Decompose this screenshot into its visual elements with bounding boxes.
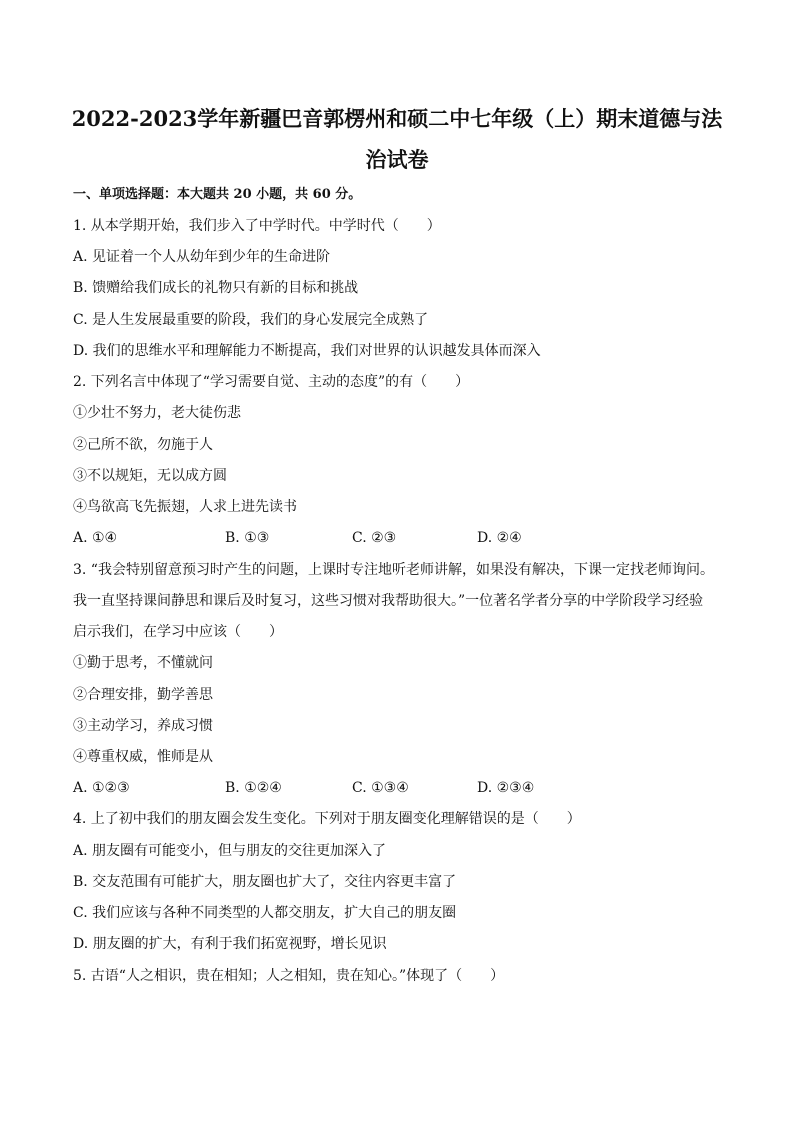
question-3-statement-2: ②合理安排，勤学善思 [73,687,213,703]
question-2-stem: 2. 下列名言中体现了“学习需要自觉、主动的态度”的有（ ） [73,374,470,390]
question-2-statement-1: ①少壮不努力，老大徒伤悲 [73,405,241,421]
question-2-statement-3: ③不以规矩，无以成方圆 [73,468,227,484]
question-1-option-d: D. 我们的思维水平和理解能力不断提高，我们对世界的认识越发具体而深入 [73,343,541,359]
question-4-stem: 4. 上了初中我们的朋友圈会发生变化。下列对于朋友圈变化理解错误的是（ ） [73,811,581,827]
question-3-statement-4: ④尊重权威，惟师是从 [73,749,213,765]
question-3-option-a: A. ①②③ [73,780,130,796]
question-4-option-b: B. 交友范围有可能扩大，朋友圈也扩大了，交往内容更丰富了 [73,874,457,890]
question-3-stem-line-1: 3. “我会特别留意预习时产生的问题，上课时专注地听老师讲解，如果没有解决，下课一定找老师询问。 [73,562,714,578]
question-3-option-b: B. ①②④ [225,780,282,796]
question-1-option-c: C. 是人生发展最重要的阶段，我们的身心发展完全成熟了 [73,312,429,328]
question-2-option-a: A. ①④ [73,530,118,546]
question-4-option-c: C. 我们应该与各种不同类型的人都交朋友，扩大自己的朋友圈 [73,905,457,921]
question-1-option-b: B. 馈赠给我们成长的礼物只有新的目标和挑战 [73,280,359,296]
question-2-option-c: C. ②③ [352,530,397,546]
question-3-stem-line-3: 启示我们，在学习中应该（ ） [73,624,283,640]
question-5-stem: 5. 古语“人之相识，贵在相知；人之相知，贵在知心。”体现了（ ） [73,968,505,984]
question-2-statement-4: ④鸟欲高飞先振翅，人求上进先读书 [73,499,297,515]
question-3-option-c: C. ①③④ [352,780,409,796]
question-4-option-d: D. 朋友圈的扩大，有利于我们拓宽视野，增长见识 [73,936,387,952]
question-1-stem: 1. 从本学期开始，我们步入了中学时代。中学时代（ ） [73,218,441,234]
question-3-statement-3: ③主动学习，养成习惯 [73,718,213,734]
section-heading: 一、单项选择题：本大题共 20 小题，共 60 分。 [73,187,362,202]
question-3-stem-line-2: 我一直坚持课间静思和课后及时复习，这些习惯对我帮助很大。”一位著名学者分享的中学阶段学习经验 [73,593,704,609]
exam-title-line-1: 2022-2023学年新疆巴音郭楞州和硕二中七年级（上）期末道德与法 [71,106,723,131]
question-2-option-b: B. ①③ [225,530,270,546]
question-3-option-d: D. ②③④ [477,780,535,796]
question-4-option-a: A. 朋友圈有可能变小，但与朋友的交往更加深入了 [73,843,387,859]
question-1-option-a: A. 见证着一个人从幼年到少年的生命进阶 [73,249,331,265]
question-3-statement-1: ①勤于思考，不懂就问 [73,655,213,671]
question-2-option-d: D. ②④ [477,530,522,546]
question-2-statement-2: ②己所不欲，勿施于人 [73,437,213,453]
exam-title-line-2: 治试卷 [365,147,429,172]
